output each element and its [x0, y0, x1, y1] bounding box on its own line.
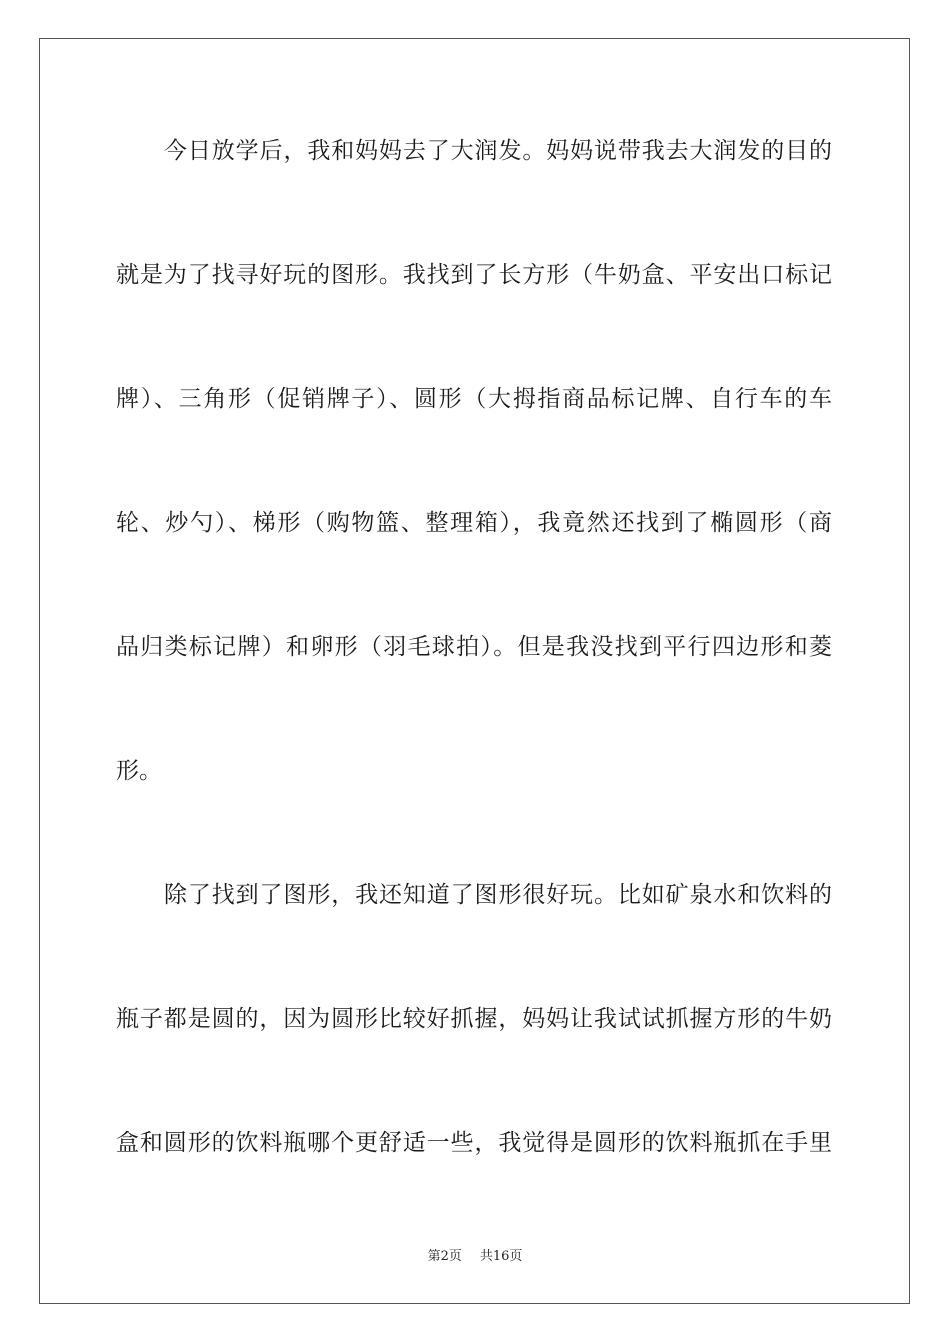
- page-total: 共16页: [479, 1249, 523, 1264]
- paragraph-2-line-3: 盒和圆形的饮料瓶哪个更舒适一些，我觉得是圆形的饮料瓶抓在手里: [116, 1130, 832, 1156]
- paragraph-2-line-2: 瓶子都是圆的，因为圆形比较好抓握，妈妈让我试试抓握方形的牛奶: [116, 1006, 832, 1032]
- paragraph-1-line-4: 轮、炒勺）、梯形（购物篮、整理箱），我竟然还找到了椭圆形（商: [116, 510, 832, 536]
- page-number: 第2页: [427, 1249, 462, 1264]
- page-border: [39, 38, 910, 1304]
- paragraph-1-line-5: 品归类标记牌）和卵形（羽毛球拍）。但是我没找到平行四边形和菱: [116, 634, 832, 660]
- paragraph-2-line-1: 除了找到了图形，我还知道了图形很好玩。比如矿泉水和饮料的: [164, 882, 832, 908]
- page-footer: [0, 1248, 950, 1266]
- paragraph-1-line-1: 今日放学后，我和妈妈去了大润发。妈妈说带我去大润发的目的: [164, 138, 832, 164]
- paragraph-1-line-6: 形。: [116, 758, 162, 784]
- paragraph-1-line-2: 就是为了找寻好玩的图形。我找到了长方形（牛奶盒、平安出口标记: [116, 262, 832, 288]
- paragraph-1-line-3: 牌）、三角形（促销牌子）、圆形（大拇指商品标记牌、自行车的车: [116, 386, 832, 412]
